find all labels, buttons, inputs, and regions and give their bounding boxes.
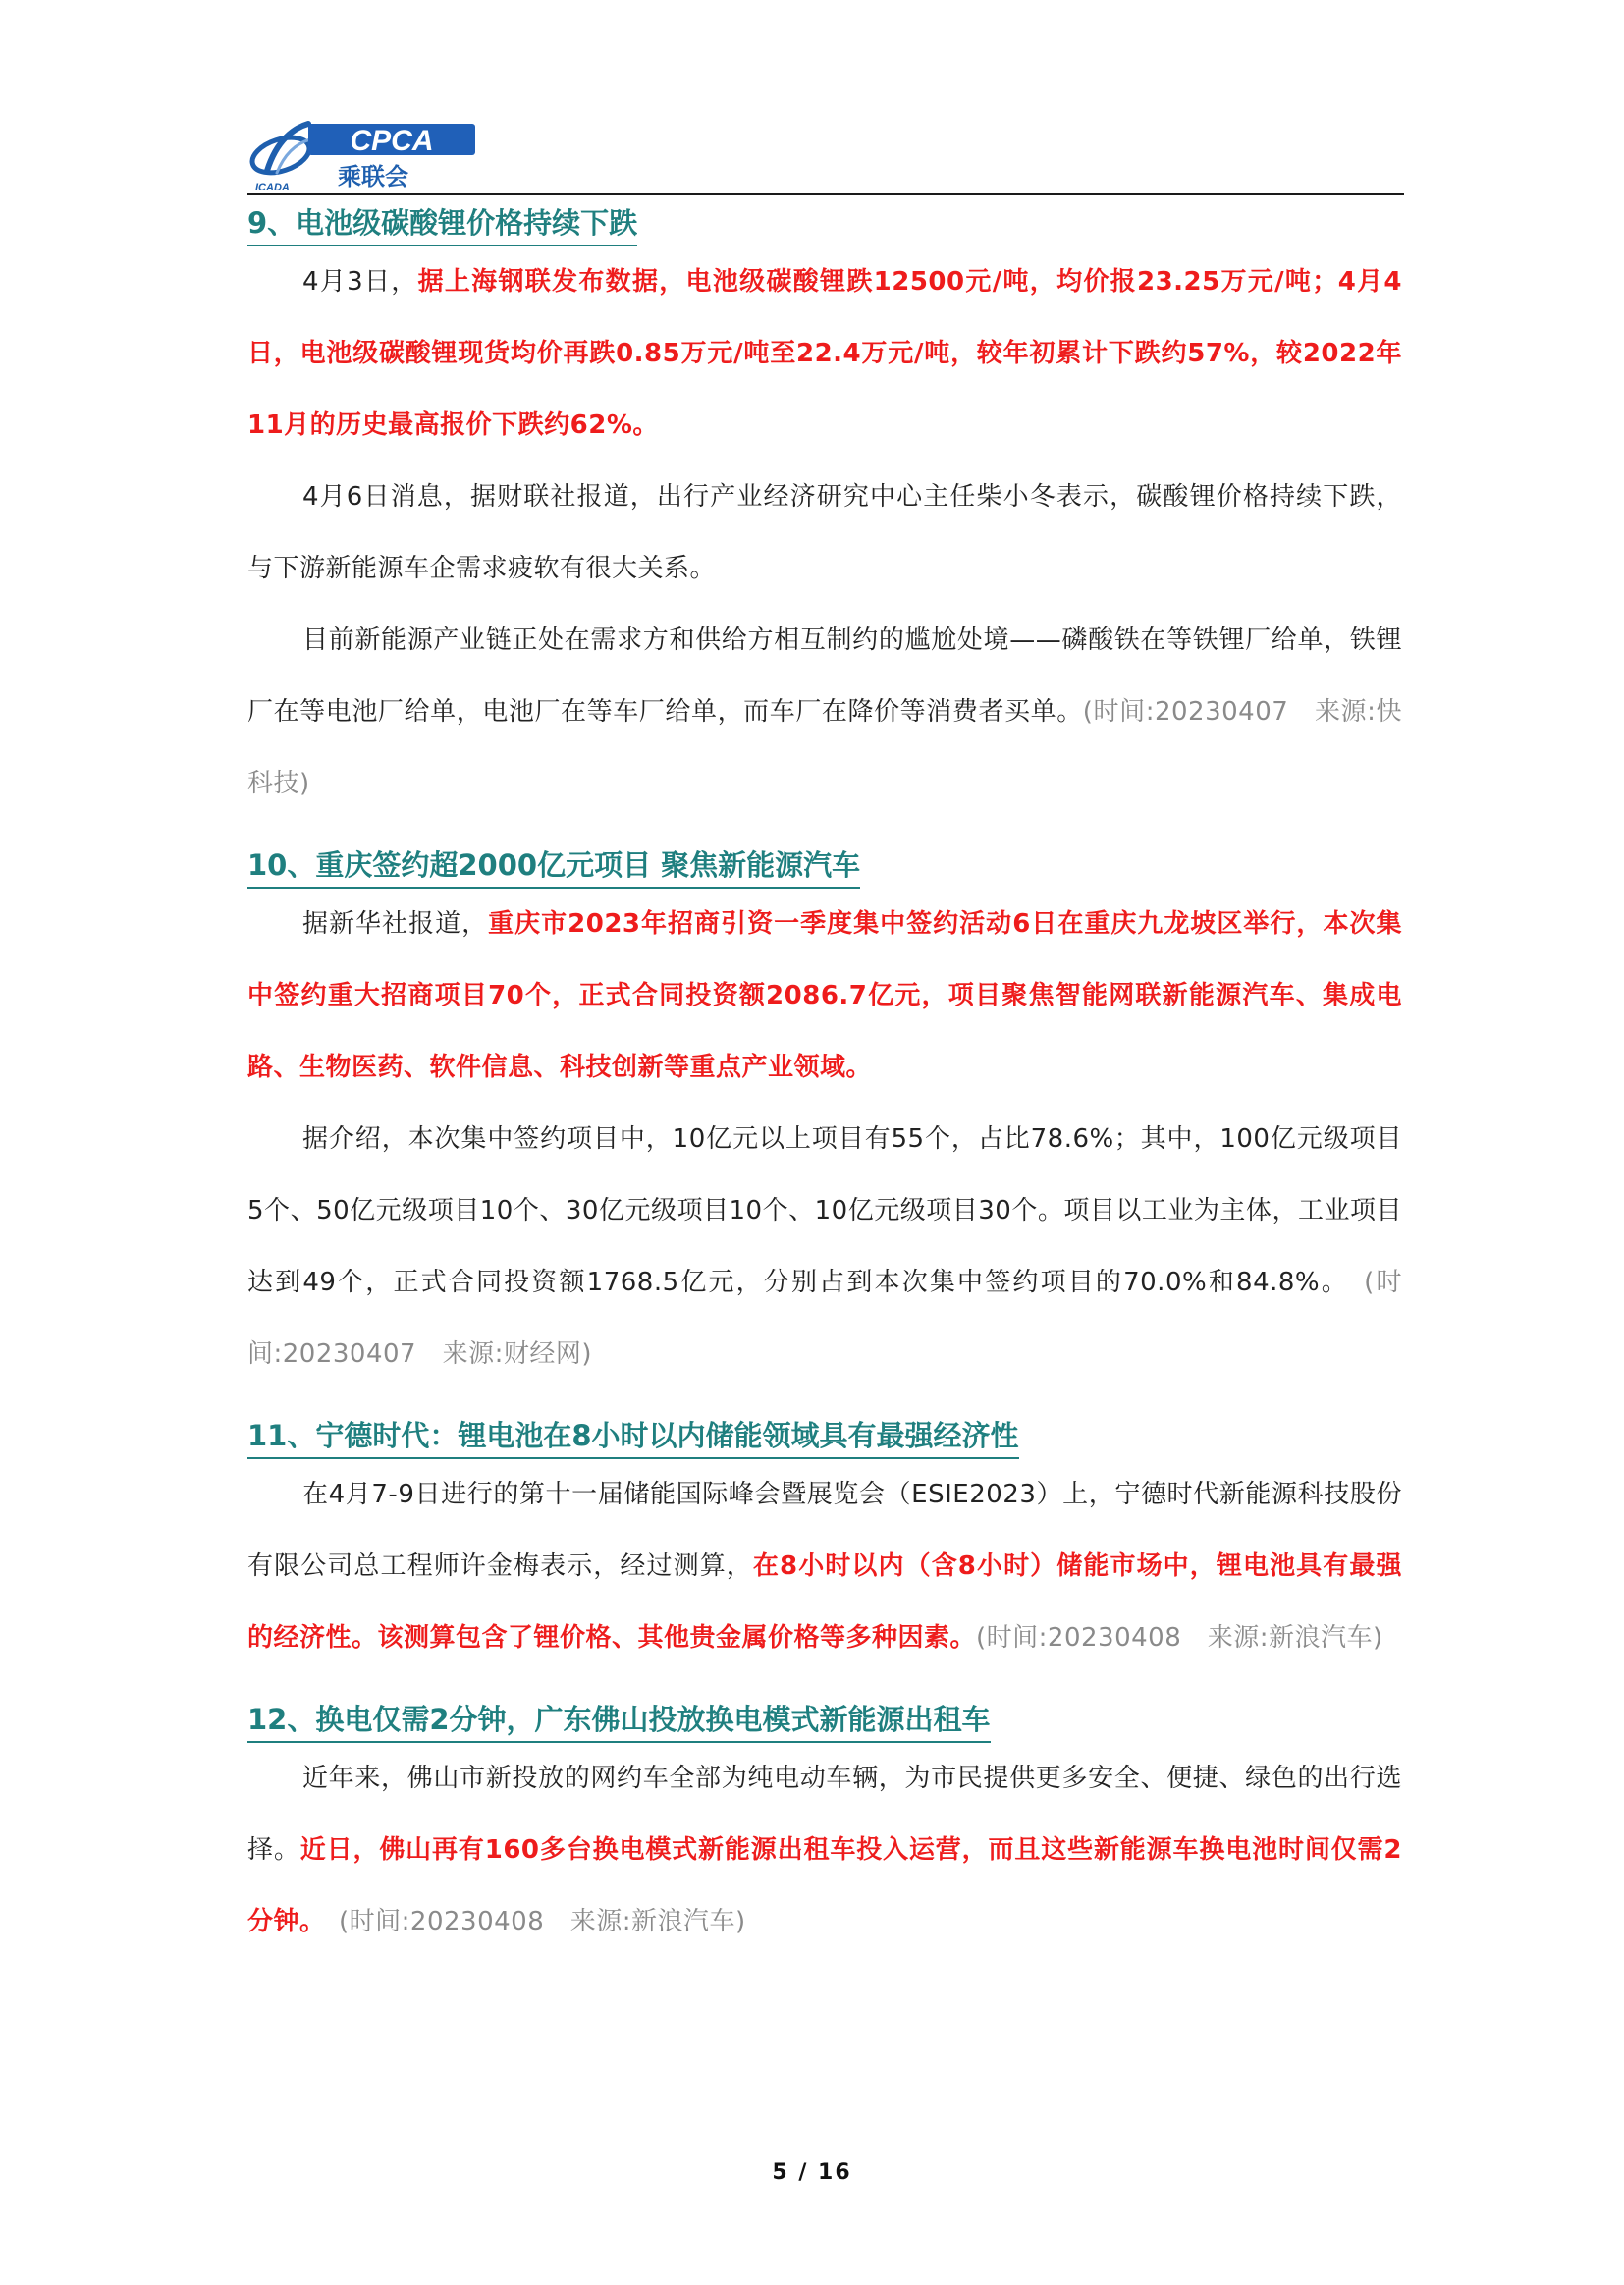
body-text: 据介绍，本次集中签约项目中，10亿元以上项目有55个，占比78.6%；其中，100亿元级项目5个、50亿元级项目10个、30亿元级项目10个、10亿元级项目30个。项目以工业为主体，工业项目达到49个，正式合同投资额1768.5亿元，分别占到本次集中签约项目的70.0%和84.8%。 [247, 1124, 1403, 1297]
paragraph [247, 462, 1402, 605]
highlight-text: 在8小时以内（含8小时）储能市场中，锂电池具有最强的经济性。该测算包含了锂价格、其他贵金属价格等多种因素。 [247, 1551, 1402, 1653]
body-text: 目前新能源产业链正处在需求方和供给方相互制约的尴尬处境——磷酸铁在等铁锂厂给单，铁锂厂在等电池厂给单，电池厂在等车厂给单，而车厂在降价等消费者买单。 [247, 626, 1402, 727]
paragraph [247, 889, 1402, 1104]
cpca-logo [247, 110, 478, 192]
body-text: 据新华社报道， [302, 909, 489, 939]
paragraph [247, 1104, 1402, 1390]
paragraph [247, 1459, 1402, 1674]
document-body [247, 201, 1402, 1982]
news-section [247, 1414, 1402, 1674]
section-title: 10、重庆签约超2000亿元项目 聚焦新能源汽车 [247, 843, 860, 889]
body-text: 4月3日， [302, 267, 418, 297]
highlight-text: 重庆市2023年招商引资一季度集中签约活动6日在重庆九龙坡区举行，本次集中签约重大招商项目70个，正式合同投资额2086.7亿元，项目聚焦智能网联新能源汽车、集成电路、生物医药、软件信息、科技创新等重点产业领域。 [247, 909, 1402, 1082]
cpca-logo-graphic [247, 110, 478, 192]
section-title: 12、换电仅需2分钟，广东佛山投放换电模式新能源出租车 [247, 1698, 991, 1743]
section-title: 9、电池级碳酸锂价格持续下跌 [247, 201, 637, 246]
source-note: (时间:20230407 来源:快科技) [247, 697, 1402, 798]
section-title: 11、宁德时代：锂电池在8小时以内储能领域具有最强经济性 [247, 1414, 1019, 1459]
body-text: 近年来，佛山市新投放的网约车全部为纯电动车辆，为市民提供更多安全、便捷、绿色的出行选择。 [247, 1764, 1402, 1865]
paragraph [247, 246, 1402, 462]
logo-sub-text: ICADA [255, 182, 290, 192]
paragraph [247, 1743, 1402, 1958]
source-note: (时间:20230408 来源:新浪汽车) [312, 1907, 746, 1936]
logo-latin-text: CPCA [350, 125, 434, 157]
source-note: (时间:20230407 来源:财经网) [247, 1268, 1402, 1369]
news-section [247, 201, 1402, 820]
highlight-text: 据上海钢联发布数据，电池级碳酸锂跌12500元/吨，均价报23.25万元/吨；4月4日，电池级碳酸锂现货均价再跌0.85万元/吨至22.4万元/吨，较年初累计下跌约57%，较2022年11月的历史最高报价下跌约62%。 [247, 267, 1402, 440]
source-note: (时间:20230408 来源:新浪汽车) [976, 1623, 1383, 1653]
body-text: 在4月7-9日进行的第十一届储能国际峰会暨展览会（ESIE2023）上，宁德时代新能源科技股份有限公司总工程师许金梅表示，经过测算， [247, 1480, 1402, 1581]
paragraph [247, 605, 1402, 820]
highlight-text: 近日，佛山再有160多台换电模式新能源出租车投入运营，而且这些新能源车换电池时间仅需2分钟。 [247, 1835, 1402, 1936]
page-number: 5 / 16 [772, 2160, 852, 2185]
news-section [247, 843, 1402, 1390]
header-divider [247, 193, 1404, 195]
logo-cn-text: 乘联会 [338, 163, 408, 190]
body-text: 4月6日消息，据财联社报道，出行产业经济研究中心主任柴小冬表示，碳酸锂价格持续下跌，与下游新能源车企需求疲软有很大关系。 [247, 482, 1402, 583]
news-section [247, 1698, 1402, 1958]
